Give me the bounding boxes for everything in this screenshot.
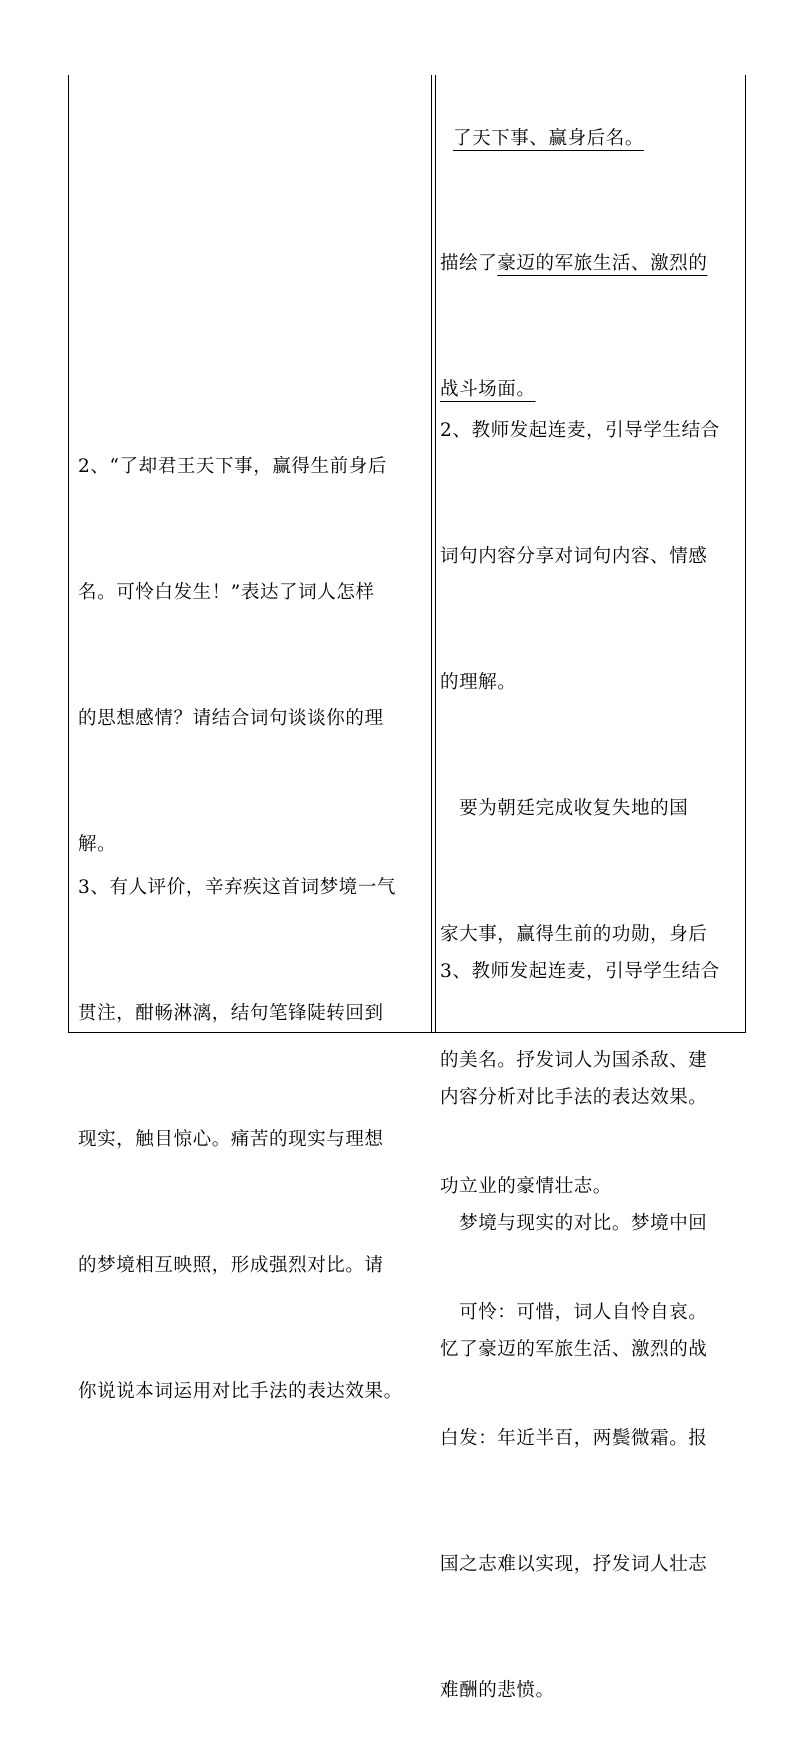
answer-1-summary-line: 描绘了豪迈的军旅生活、激烈的: [440, 253, 708, 274]
question-3-line: 的梦境相互映照，形成强烈对比。请: [78, 1255, 384, 1276]
question-2-line: 2、“了却君王天下事，赢得生前身后: [78, 456, 387, 477]
question-3: [78, 783, 403, 1455]
answer-1-summary-underline: 豪迈的军旅生活、激烈的: [497, 253, 708, 274]
question-2-line: 解。: [78, 834, 117, 855]
table-column-divider-1: [431, 75, 432, 1033]
question-3-line: 现实，触目惊心。痛苦的现实与理想: [78, 1129, 384, 1150]
answer-1-continuation: [440, 76, 644, 160]
table-column-divider-2: [435, 75, 436, 1033]
table-left-border: [68, 75, 69, 1033]
answer-1-underlined-text: 了天下事、赢身后名。: [452, 128, 644, 149]
answer-2-line: 可怜：可惜，词人自怜自哀。: [440, 1302, 708, 1323]
question-3-line: 你说说本词运用对比手法的表达效果。: [78, 1381, 403, 1402]
answer-3-line: 梦境与现实的对比。梦境中回: [440, 1213, 708, 1234]
answer-3-line: 内容分析对比手法的表达效果。: [440, 1087, 708, 1108]
question-2-line: 名。可怜白发生！”表达了词人怎样: [78, 582, 375, 603]
answer-2-line: 2、教师发起连麦，引导学生结合: [440, 420, 720, 441]
answer-1-summary-underline-2: 战斗场面。: [440, 379, 536, 400]
answer-3-line: 忆了豪迈的军旅生活、激烈的战: [440, 1339, 708, 1360]
answer-2-line: 要为朝廷完成收复失地的国: [440, 798, 689, 819]
table-right-border: [745, 75, 746, 1033]
answer-2-line: 功立业的豪情壮志。: [440, 1176, 612, 1197]
answer-2-line: 国之志难以实现，抒发词人壮志: [440, 1554, 708, 1575]
answer-3-line: 3、教师发起连麦，引导学生结合: [440, 961, 720, 982]
answer-2-line: 的美名。抒发词人为国杀敌、建: [440, 1050, 708, 1071]
answer-2-line: 家大事，赢得生前的功勋，身后: [440, 924, 708, 945]
question-2-line: 的思想感情？请结合词句谈谈你的理: [78, 708, 384, 729]
answer-2-line: 难酬的悲愤。: [440, 1680, 555, 1701]
answer-3: [440, 867, 720, 1413]
question-3-line: 贯注，酣畅淋漓，结句笔锋陡转回到: [78, 1003, 384, 1024]
question-3-line: 3、有人评价，辛弃疾这首词梦境一气: [78, 877, 396, 898]
answer-2-line: 的理解。: [440, 672, 517, 693]
answer-2-line: 白发：年近半百，两鬓微霜。报: [440, 1428, 708, 1449]
answer-2-line: 词句内容分享对词句内容、情感: [440, 546, 708, 567]
